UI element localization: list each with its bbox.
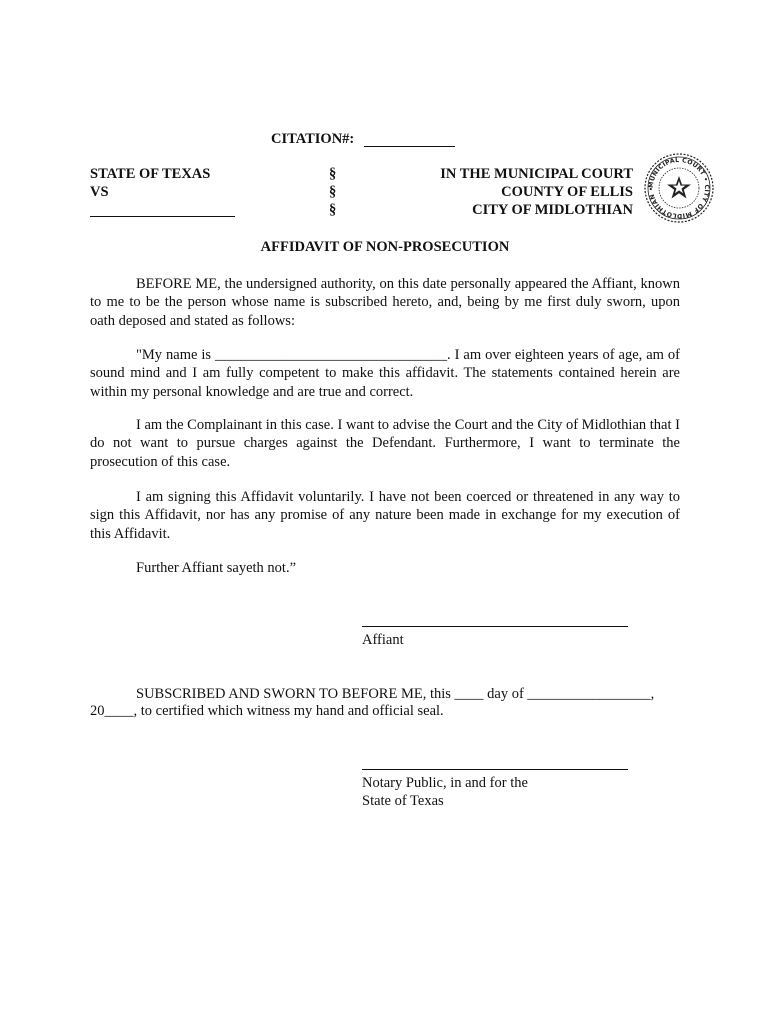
court-seal-graphic — [643, 152, 715, 224]
sworn-line-1: SUBSCRIBED AND SWORN TO BEFORE ME, this ____ day of _________________, — [136, 686, 655, 702]
paragraph-intro: BEFORE ME, the undersigned authority, on this date personally appeared the Affiant, known to me to be the person whose name is subscribed hereto, and, being by me first duly sworn, upon oath deposed and stated as follows: — [90, 276, 680, 329]
paragraph-closing: Further Affiant sayeth not.” — [136, 560, 297, 576]
notary-label-line-1: Notary Public, in and for the — [362, 775, 528, 791]
section-mark: § — [329, 166, 337, 182]
sworn-statement — [90, 685, 680, 703]
caption-vs: VS — [90, 184, 109, 200]
sworn-line-2: 20____, to certified which witness my hand and official seal. — [90, 703, 444, 719]
citation-label: CITATION#: — [271, 131, 355, 147]
paragraph-name-statement: "My name is ________________________________. I am over eighteen years of age, am of sound mind and I am fully competent to make this affidavit. The statements contained herein are within my personal knowledge and are true and correct. — [90, 347, 680, 400]
affiant-signature-line[interactable] — [362, 626, 628, 627]
citation-number-field[interactable] — [364, 134, 455, 147]
paragraph-complainant: I am the Complainant in this case. I want to advise the Court and the City of Midlothian that I do not want to pursue charges against the Defendant. Furthermore, I want to terminate the prosecution of this case. — [90, 417, 680, 470]
caption-state: STATE OF TEXAS — [90, 166, 211, 182]
caption-court: IN THE MUNICIPAL COURT — [440, 166, 633, 182]
affiant-label: Affiant — [362, 632, 404, 648]
star-icon — [667, 176, 691, 199]
section-mark: § — [329, 202, 337, 218]
caption-county: COUNTY OF ELLIS — [501, 184, 633, 200]
section-mark: § — [329, 184, 337, 200]
notary-label-line-2: State of Texas — [362, 793, 444, 809]
notary-signature-line[interactable] — [362, 769, 628, 770]
document-title: AFFIDAVIT OF NON-PROSECUTION — [260, 239, 510, 255]
seal-outer-text: MUNICIPAL COURT • CITY OF MIDLOTHIAN • — [647, 156, 711, 220]
paragraph-voluntary: I am signing this Affidavit voluntarily. I have not been coerced or threatened in any way to sign this Affidavit, nor has any promise of any nature been made in exchange for my execution of this Affidavit. — [90, 489, 680, 542]
caption-city: CITY OF MIDLOTHIAN — [472, 202, 633, 218]
defendant-name-field[interactable] — [90, 204, 235, 217]
court-seal — [643, 152, 715, 224]
